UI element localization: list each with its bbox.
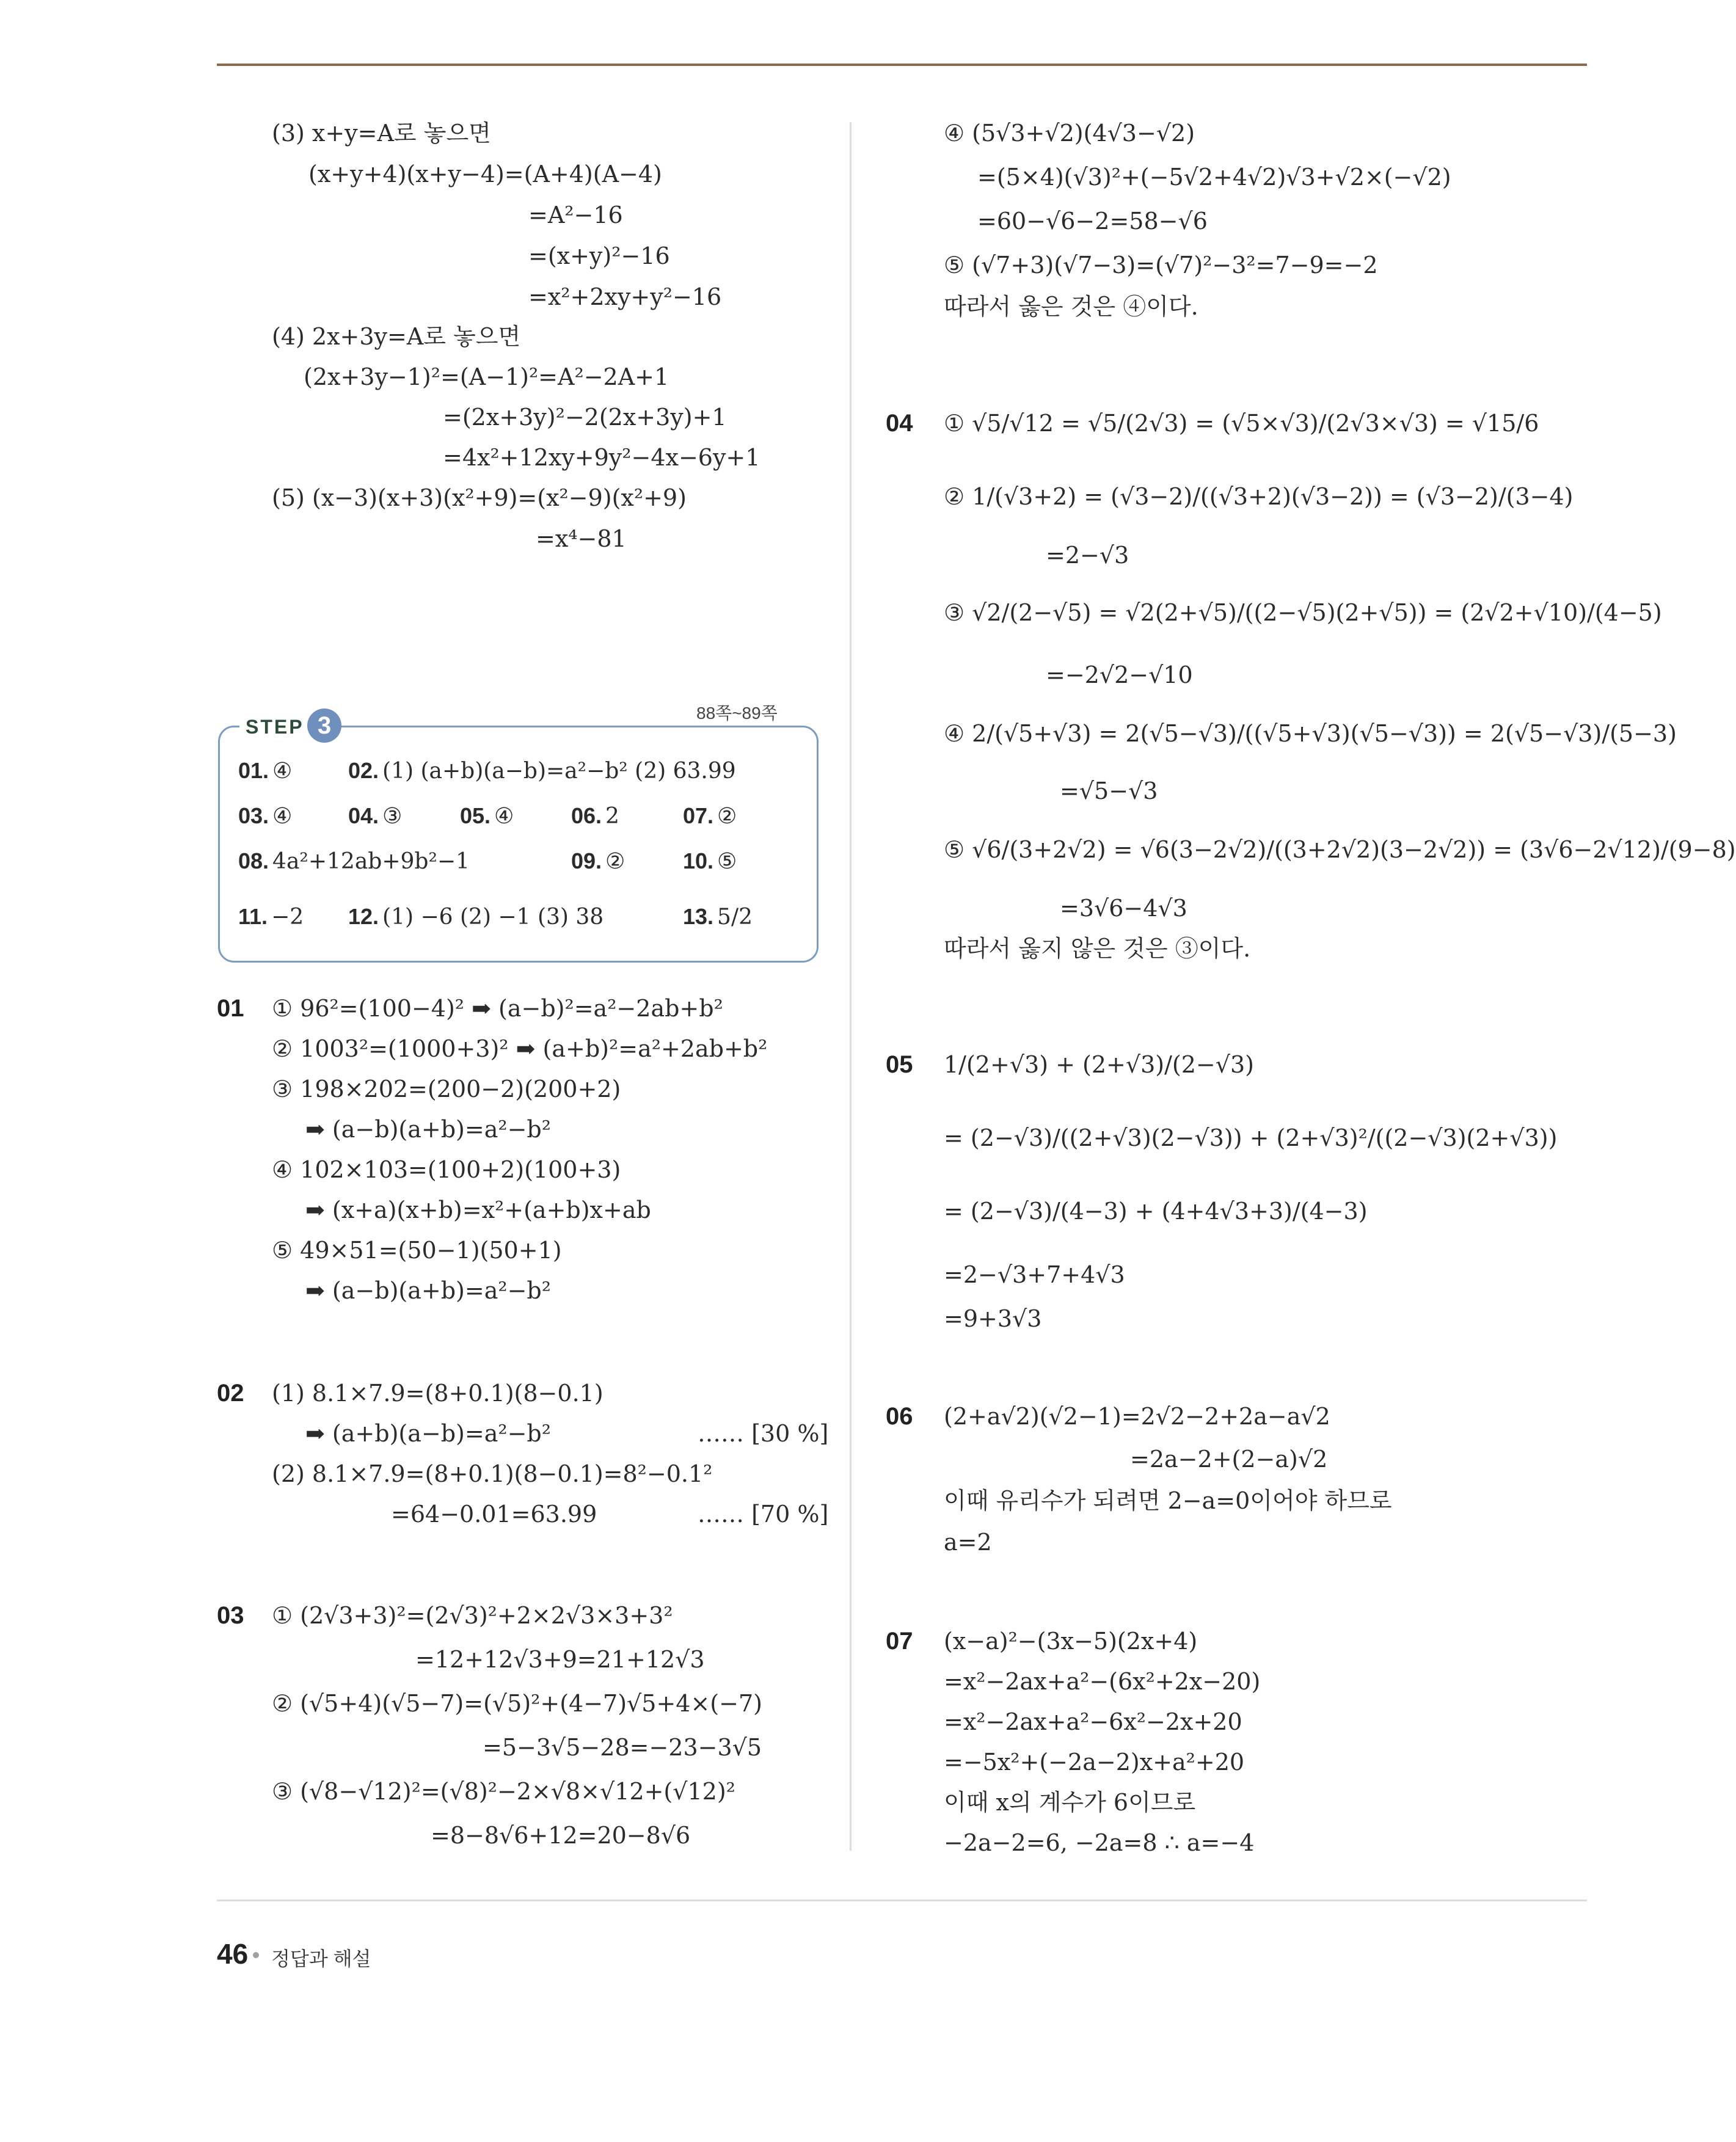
- answer-value: −2: [271, 905, 304, 930]
- answer-item: [460, 803, 514, 830]
- answer-value: 5/2: [717, 905, 753, 930]
- solution-line: =A²−16: [528, 202, 623, 228]
- solution-line: ② 1/(√3+2) = (√3−2)/((√3+2)(√3−2)) = (√3−2)/(3−4): [944, 483, 1574, 510]
- solution-line: =x⁴−81: [536, 525, 627, 552]
- solution-line: =√5−√3: [1060, 778, 1158, 804]
- footer-bullet: [253, 1952, 259, 1958]
- solution-line: =12+12√3+9=21+12√3: [415, 1646, 705, 1673]
- solution-line: =60−√6−2=58−√6: [977, 208, 1208, 235]
- solution-line: =x²−2ax+a²−6x²−2x+20: [944, 1708, 1242, 1735]
- solution-line: ⑤ 49×51=(50−1)(50+1): [272, 1237, 562, 1264]
- solution-line: (x+y+4)(x+y−4)=(A+4)(A−4): [308, 161, 662, 188]
- solution-line: ① (2√3+3)²=(2√3)²+2×2√3×3+3²: [272, 1602, 673, 1629]
- solution-line: ⑤ √6/(3+2√2) = √6(3−2√2)/((3+2√2)(3−2√2)) = (3√6−2√12)/(9−8): [944, 836, 1736, 863]
- step-number-badge: 3: [307, 709, 341, 743]
- solution-line: …… [70 %]: [698, 1501, 829, 1528]
- answer-item: [571, 803, 619, 830]
- solution-line: =−5x²+(−2a−2)x+a²+20: [944, 1749, 1245, 1776]
- answer-item: [348, 903, 604, 931]
- answer-item: [571, 848, 625, 875]
- solution-line: 이때 x의 계수가 6이므로: [944, 1789, 1196, 1816]
- answer-item: [238, 848, 470, 875]
- answer-item: [238, 757, 292, 785]
- answer-item: [683, 903, 753, 931]
- solution-line: =x²−2ax+a²−(6x²+2x−20): [944, 1668, 1261, 1695]
- solution-line: ① √5/√12 = √5/(2√3) = (√5×√3)/(2√3×√3) = √15/6: [944, 410, 1539, 437]
- solution-line: ④ 102×103=(100+2)(100+3): [272, 1156, 621, 1183]
- solution-line: (2) 8.1×7.9=(8+0.1)(8−0.1)=8²−0.1²: [272, 1460, 713, 1487]
- solution-line: =2a−2+(2−a)√2: [1130, 1446, 1328, 1473]
- solution-line: ④ 2/(√5+√3) = 2(√5−√3)/((√5+√3)(√5−√3)) = 2(√5−√3)/(5−3): [944, 720, 1677, 747]
- solution-line: =(x+y)²−16: [528, 242, 670, 269]
- answer-number: 01.: [238, 758, 269, 783]
- solution-line: ③ √2/(2−√5) = √2(2+√5)/((2−√5)(2+√5)) = (2√2+√10)/(4−5): [944, 599, 1662, 626]
- solution-line: ③ 198×202=(200−2)(200+2): [272, 1076, 621, 1102]
- solution-line: ⑤ (√7+3)(√7−3)=(√7)²−3²=7−9=−2: [944, 252, 1378, 279]
- answer-number: 10.: [683, 848, 714, 873]
- solution-line: (1) 8.1×7.9=(8+0.1)(8−0.1): [272, 1380, 604, 1407]
- solution-line: 따라서 옳은 것은 ④이다.: [944, 293, 1198, 320]
- solution-line: (4) 2x+3y=A로 놓으면: [272, 323, 521, 350]
- solution-line: 1/(2+√3) + (2+√3)/(2−√3): [944, 1051, 1254, 1078]
- top-rule: [217, 64, 1587, 66]
- solution-line: (2+a√2)(√2−1)=2√2−2+2a−a√2: [944, 1403, 1330, 1430]
- solution-line: ④ (5√3+√2)(4√3−√2): [944, 120, 1195, 147]
- problem-number: 01: [217, 995, 244, 1022]
- solution-line: =5−3√5−28=−23−3√5: [483, 1734, 762, 1761]
- answer-item: [683, 848, 737, 875]
- answer-value: ⑤: [717, 849, 737, 874]
- solution-line: =2−√3: [1046, 542, 1129, 569]
- answer-number: 09.: [571, 848, 602, 873]
- solution-line: =(5×4)(√3)²+(−5√2+4√2)√3+√2×(−√2): [977, 164, 1451, 191]
- answer-number: 02.: [348, 758, 379, 783]
- problem-number: 02: [217, 1380, 244, 1407]
- answer-number: 06.: [571, 803, 602, 828]
- solution-line: ➡ (x+a)(x+b)=x²+(a+b)x+ab: [305, 1197, 651, 1223]
- solution-line: ➡ (a+b)(a−b)=a²−b²: [305, 1420, 551, 1447]
- problem-number: 06: [886, 1403, 913, 1430]
- answer-number: 13.: [683, 904, 714, 929]
- answer-value: 2: [605, 804, 619, 829]
- answer-item: [238, 903, 304, 931]
- solution-line: =9+3√3: [944, 1305, 1042, 1332]
- step-label: STEP: [239, 713, 310, 740]
- solution-line: =2−√3+7+4√3: [944, 1261, 1125, 1288]
- solution-line: = (2−√3)/((2+√3)(2−√3)) + (2+√3)²/((2−√3)(2+√3)): [944, 1124, 1558, 1151]
- solution-line: ① 96²=(100−4)² ➡ (a−b)²=a²−2ab+b²: [272, 995, 723, 1022]
- answer-item: [238, 803, 292, 830]
- solution-line: ➡ (a−b)(a+b)=a²−b²: [305, 1277, 551, 1304]
- answer-number: 04.: [348, 803, 379, 828]
- answer-number: 11.: [238, 904, 268, 929]
- answer-value: (1) (a+b)(a−b)=a²−b² (2) 63.99: [382, 759, 736, 784]
- solution-line: = (2−√3)/(4−3) + (4+4√3+3)/(4−3): [944, 1198, 1368, 1225]
- solution-line: ② (√5+4)(√5−7)=(√5)²+(4−7)√5+4×(−7): [272, 1690, 762, 1717]
- answer-value: ③: [382, 804, 403, 829]
- answer-value: ②: [717, 804, 737, 829]
- answer-item: [683, 803, 737, 830]
- answer-item: [348, 757, 736, 785]
- solution-line: =8−8√6+12=20−8√6: [431, 1822, 691, 1849]
- problem-number: 07: [886, 1628, 913, 1655]
- solution-line: (x−a)²−(3x−5)(2x+4): [944, 1628, 1198, 1655]
- answer-number: 05.: [460, 803, 491, 828]
- answer-number: 08.: [238, 848, 269, 873]
- answer-item: [348, 803, 402, 830]
- answer-value: (1) −6 (2) −1 (3) 38: [382, 905, 604, 930]
- answer-value: ④: [494, 804, 514, 829]
- problem-number: 04: [886, 410, 913, 437]
- solution-line: =x²+2xy+y²−16: [528, 283, 722, 310]
- solution-line: 따라서 옳지 않은 것은 ③이다.: [944, 935, 1251, 962]
- solution-line: (5) (x−3)(x+3)(x²+9)=(x²−9)(x²+9): [272, 484, 687, 511]
- bottom-rule: [217, 1900, 1587, 1901]
- solution-line: =64−0.01=63.99: [391, 1501, 597, 1528]
- answer-value: ④: [272, 804, 293, 829]
- page-number: 46: [217, 1938, 249, 1970]
- solution-line: =−2√2−√10: [1046, 661, 1193, 688]
- answer-value: ④: [272, 759, 293, 784]
- solution-line: =4x²+12xy+9y²−4x−6y+1: [443, 444, 760, 471]
- problem-number: 05: [886, 1051, 913, 1078]
- solution-line: =(2x+3y)²−2(2x+3y)+1: [443, 404, 727, 431]
- step-page-range: 88쪽~89쪽: [696, 704, 778, 723]
- problem-number: 03: [217, 1602, 244, 1629]
- solution-line: −2a−2=6, −2a=8 ∴ a=−4: [944, 1829, 1255, 1856]
- column-divider: [850, 122, 852, 1851]
- answer-number: 03.: [238, 803, 269, 828]
- solution-line: 이때 유리수가 되려면 2−a=0이어야 하므로: [944, 1487, 1392, 1514]
- answer-value: ②: [605, 849, 625, 874]
- solution-line: …… [30 %]: [698, 1420, 829, 1447]
- answer-number: 07.: [683, 803, 714, 828]
- solution-line: =3√6−4√3: [1060, 895, 1187, 922]
- solution-line: a=2: [944, 1529, 992, 1556]
- solution-line: (2x+3y−1)²=(A−1)²=A²−2A+1: [304, 363, 669, 390]
- solution-line: (3) x+y=A로 놓으면: [272, 120, 491, 147]
- footer-title: 정답과 해설: [271, 1948, 371, 1970]
- solution-line: ② 1003²=(1000+3)² ➡ (a+b)²=a²+2ab+b²: [272, 1035, 768, 1062]
- answer-value: 4a²+12ab+9b²−1: [272, 849, 470, 874]
- solution-line: ③ (√8−√12)²=(√8)²−2×√8×√12+(√12)²: [272, 1778, 735, 1805]
- answer-number: 12.: [348, 904, 379, 929]
- solution-line: ➡ (a−b)(a+b)=a²−b²: [305, 1116, 551, 1143]
